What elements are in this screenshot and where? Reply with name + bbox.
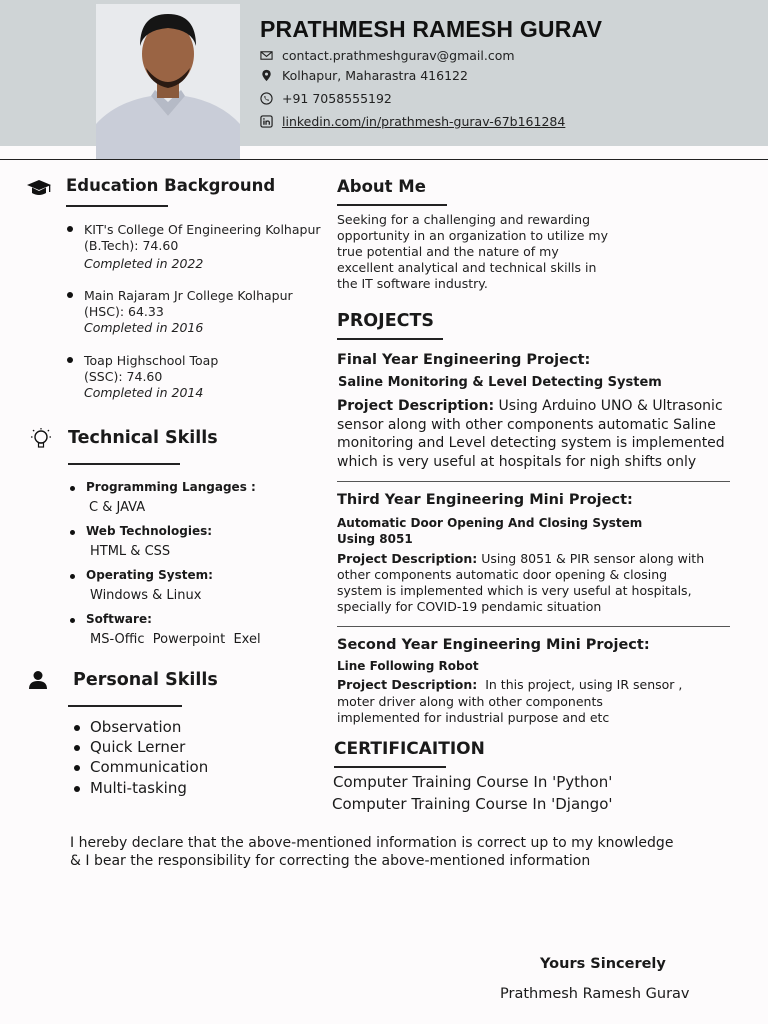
description-text: Using 8051 & PIR sensor along with xyxy=(477,551,705,566)
about-underline xyxy=(337,204,447,206)
description-text: Using Arduino UNO & Ultrasonic xyxy=(494,398,723,414)
graduation-cap-icon xyxy=(26,178,52,198)
profile-photo xyxy=(96,4,240,159)
education-score: (B.Tech): 74.60 xyxy=(84,238,179,253)
list-bullet xyxy=(70,574,75,579)
description-line: implemented for industrial purpose and etc xyxy=(337,710,610,725)
declaration xyxy=(70,834,673,870)
list-bullet xyxy=(70,618,75,623)
project-3-description xyxy=(337,677,682,727)
project-1-title: Saline Monitoring & Level Detecting System xyxy=(338,375,662,390)
project-divider xyxy=(337,481,730,482)
project-title-line: Automatic Door Opening And Closing System xyxy=(337,516,643,530)
closing-name: Prathmesh Ramesh Gurav xyxy=(500,986,690,1002)
phone-text: +91 7058555192 xyxy=(282,91,392,106)
skill-value: Windows & Linux xyxy=(90,588,202,603)
personal-skills-heading: Personal Skills xyxy=(73,670,218,690)
certification-underline xyxy=(334,766,446,768)
declaration-line: & I bear the responsibility for correcting the above-mentioned information xyxy=(70,853,591,869)
education-institution: Toap Highschool Toap xyxy=(84,353,219,368)
education-underline xyxy=(66,205,168,207)
project-2-title xyxy=(337,515,642,547)
contact-phone xyxy=(260,91,392,106)
personal-skill-item: Multi-tasking xyxy=(90,779,187,797)
description-line: sensor along with other components automatic Saline xyxy=(337,416,716,433)
list-bullet xyxy=(74,786,80,792)
contact-email xyxy=(260,48,515,63)
person-icon xyxy=(28,670,48,690)
email-text: contact.prathmeshgurav@gmail.com xyxy=(282,48,515,63)
education-score: (SSC): 74.60 xyxy=(84,369,163,384)
location-text: Kolhapur, Maharastra 416122 xyxy=(282,68,468,83)
about-text xyxy=(337,212,608,292)
about-heading: About Me xyxy=(337,177,426,196)
linkedin-icon xyxy=(260,115,273,128)
description-label: Project Description: xyxy=(337,677,478,692)
list-bullet xyxy=(67,292,73,298)
personal-skill-item: Communication xyxy=(90,758,209,776)
phone-icon xyxy=(260,92,273,105)
description-text: In this project, using IR sensor , xyxy=(477,677,683,692)
education-completed: Completed in 2022 xyxy=(84,256,204,271)
education-institution: KIT's College Of Engineering Kolhapur xyxy=(84,222,321,237)
certification-item: Computer Training Course In 'Python' xyxy=(333,773,613,791)
project-title-line: Using 8051 xyxy=(337,532,413,546)
education-item-3 xyxy=(84,353,218,401)
skill-label: Programming Langages : xyxy=(86,480,256,494)
education-item-1 xyxy=(84,222,321,272)
certification-heading: CERTIFICAITION xyxy=(334,739,485,759)
about-line: Seeking for a challenging and rewarding xyxy=(337,212,591,227)
about-line: opportunity in an organization to utilize my xyxy=(337,228,608,243)
skill-label: Operating System: xyxy=(86,568,213,582)
description-line: system is implemented which is very useful at hospitals, xyxy=(337,583,692,598)
education-completed: Completed in 2016 xyxy=(84,320,204,335)
education-completed: Completed in 2014 xyxy=(84,385,204,400)
location-pin-icon xyxy=(260,69,273,82)
list-bullet xyxy=(74,765,80,771)
technical-skills-heading: Technical Skills xyxy=(68,428,218,448)
skill-value: MS-Offic Powerpoint Exel xyxy=(90,632,261,647)
certification-item: Computer Training Course In 'Django' xyxy=(332,795,613,813)
personal-skill-item: Quick Lerner xyxy=(90,738,186,756)
list-bullet xyxy=(70,530,75,535)
header-divider xyxy=(0,159,768,160)
project-2-description xyxy=(337,551,704,615)
project-divider xyxy=(337,626,730,627)
skill-value: C & JAVA xyxy=(89,500,146,515)
linkedin-link[interactable]: linkedin.com/in/prathmesh-gurav-67b161284 xyxy=(282,114,566,129)
personal-skill-item: Observation xyxy=(90,718,182,736)
about-line: true potential and the nature of my xyxy=(337,244,559,259)
projects-underline xyxy=(337,338,443,340)
contact-linkedin[interactable] xyxy=(260,114,565,129)
lightbulb-icon xyxy=(30,427,52,451)
education-institution: Main Rajaram Jr College Kolhapur xyxy=(84,288,293,303)
description-line: moter driver along with other components xyxy=(337,693,603,709)
education-item-2 xyxy=(84,288,293,336)
candidate-name: PRATHMESH RAMESH GURAV xyxy=(260,16,603,42)
description-line: other components automatic door opening & closing xyxy=(337,567,668,582)
declaration-line: I hereby declare that the above-mentioned information is correct up to my knowledge xyxy=(70,835,674,851)
project-2-heading: Third Year Engineering Mini Project: xyxy=(337,492,633,508)
education-heading: Education Background xyxy=(66,176,276,195)
project-3-title: Line Following Robot xyxy=(337,659,479,673)
skill-label: Software: xyxy=(86,612,152,626)
personal-underline xyxy=(68,705,182,707)
list-bullet xyxy=(70,486,75,491)
about-line: excellent analytical and technical skills in xyxy=(337,260,597,275)
description-label: Project Description: xyxy=(337,551,478,566)
skill-value: HTML & CSS xyxy=(90,544,171,559)
about-line: the IT software industry. xyxy=(337,276,488,291)
list-bullet xyxy=(74,725,80,731)
closing-salutation: Yours Sincerely xyxy=(540,956,666,972)
project-1-description xyxy=(337,397,725,471)
description-line: monitoring and Level detecting system is implemented xyxy=(337,435,725,451)
skill-label: Web Technologies: xyxy=(86,524,213,538)
project-3-heading: Second Year Engineering Mini Project: xyxy=(337,637,650,653)
description-label: Project Description: xyxy=(337,398,495,414)
list-bullet xyxy=(67,357,73,363)
list-bullet xyxy=(67,226,73,232)
project-1-heading: Final Year Engineering Project: xyxy=(337,352,591,368)
technical-underline xyxy=(68,463,180,465)
email-icon xyxy=(260,49,273,62)
description-line: which is very useful at hospitals for nigh shifts only xyxy=(337,453,697,470)
description-line: specially for COVID-19 pendamic situation xyxy=(337,599,602,614)
education-score: (HSC): 64.33 xyxy=(84,304,164,319)
contact-location xyxy=(260,68,468,83)
projects-heading: PROJECTS xyxy=(337,311,435,331)
list-bullet xyxy=(74,745,80,751)
